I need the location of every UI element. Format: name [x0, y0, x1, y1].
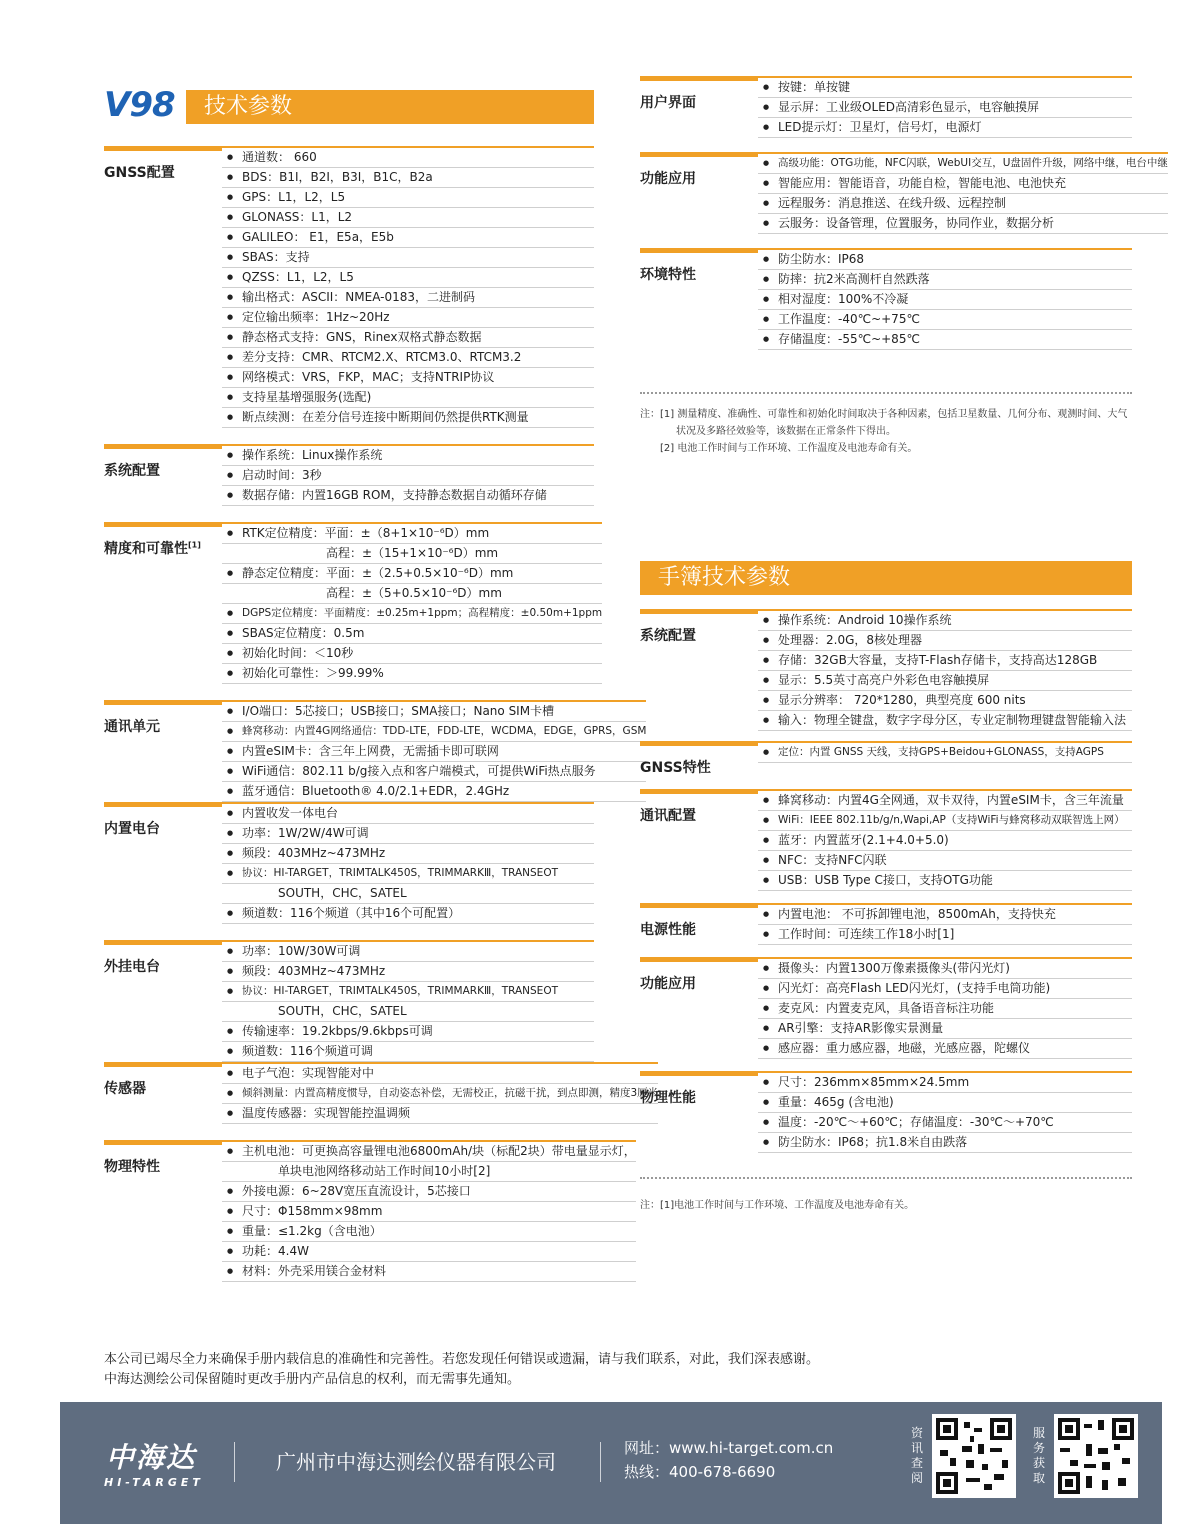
spec-item: ● 频段：403MHz~473MHz	[222, 962, 594, 982]
spec-item: ● USB：USB Type C接口，支持OTG功能	[758, 871, 1132, 891]
spec-item: ● 工作时间：可连续工作18小时[1]	[758, 925, 1132, 945]
spec-section	[104, 146, 594, 428]
spec-item: ● 显示：5.5英寸高亮户外彩色电容触摸屏	[758, 671, 1132, 691]
spec-item: ● 主机电池：可更换高容量锂电池6800mAh/块（标配2块）带电量显示灯，	[222, 1142, 636, 1162]
section-label-text: 功能应用	[640, 171, 696, 187]
section-label-text: 外挂电台	[104, 959, 160, 975]
section-label	[104, 1062, 222, 1124]
qr1-label: 资讯查阅	[910, 1426, 923, 1485]
spec-section	[104, 700, 647, 802]
note-line-3: [2] 电池工作时间与工作环境、工作温度及电池寿命有关。	[660, 443, 918, 454]
spec-item: ● WiFi：IEEE 802.11b/g/n,Wapi,AP（支持WiFi与蜂窝移动双联智选上网）	[758, 811, 1132, 831]
spec-section	[104, 444, 594, 506]
spec-item: ● 显示屏：工业级OLED高清彩色显示，电容触摸屏	[758, 98, 1132, 118]
spec-item: ● 麦克风：内置麦克风，具备语音标注功能	[758, 999, 1132, 1019]
right-spec-sections	[640, 76, 1168, 350]
spec-item: ● 防尘防水：IP68	[758, 250, 1132, 270]
spec-item: ● 功耗：4.4W	[222, 1242, 636, 1262]
spec-section	[104, 1062, 659, 1124]
spec-items	[758, 76, 1132, 138]
section-label	[640, 957, 758, 1059]
spec-item: ● 相对湿度：100%不冷凝	[758, 290, 1132, 310]
qr-code-icon[interactable]	[932, 1414, 1016, 1498]
spec-item: ● AR引擎：支持AR影像实景测量	[758, 1019, 1132, 1039]
logo-en: HI-TARGET	[104, 1476, 204, 1489]
spec-item: ● 初始化可靠性：＞99.99%	[222, 664, 602, 684]
section-label-text: 系统配置	[104, 463, 160, 479]
spec-item: ● 闪光灯：高亮Flash LED闪光灯，(支持手电筒功能)	[758, 979, 1132, 999]
spec-items	[222, 1140, 636, 1282]
spec-items	[222, 700, 646, 802]
spec-item: ● 支持星基增强服务(选配)	[222, 388, 594, 408]
spec-item: ● 协议：HI-TARGET，TRIMTALK450S，TRIMMARKⅢ，TRANSEOT	[222, 864, 594, 884]
spec-item: ● 静态格式支持：GNS，Rinex双格式静态数据	[222, 328, 594, 348]
spec-item: ● 智能应用：智能语音，功能自检，智能电池、电池快充	[758, 174, 1168, 194]
disclaimer-line-2: 中海达测绘公司保留随时更改手册内产品信息的权利，而无需事先通知。	[104, 1372, 521, 1387]
spec-item: ● GPS：L1，L2，L5	[222, 188, 594, 208]
section-label-text: 通讯单元	[104, 719, 160, 735]
section-label-text: GNSS配置	[104, 165, 175, 181]
spec-item: ● 温度：-20℃～+60℃；存储温度：-30℃～+70℃	[758, 1113, 1132, 1133]
spec-item: ● 温度传感器：实现智能控温调频	[222, 1104, 658, 1124]
spec-item: ● 内置收发一体电台	[222, 804, 594, 824]
handbook-title: 手簿技术参数	[640, 561, 1132, 595]
spec-item: 高程：±（5+0.5×10⁻⁶D）mm	[222, 584, 602, 604]
spec-item: ● 防摔：抗2米高测杆自然跌落	[758, 270, 1132, 290]
section-label-text: 精度和可靠性	[104, 541, 188, 557]
section-label	[104, 802, 222, 924]
spec-item: ● 初始化时间：＜10秒	[222, 644, 602, 664]
section-label-text: 物理性能	[640, 1090, 696, 1106]
disclaimer	[104, 1350, 1104, 1390]
spec-item: ● 云服务：设备管理，位置服务，协同作业，数据分析	[758, 214, 1168, 234]
right-column	[640, 80, 1168, 1214]
spec-item: ● QZSS：L1，L2，L5	[222, 268, 594, 288]
spec-item: ● 定位：内置 GNSS 天线，支持GPS+Beidou+GLONASS，支持AGPS	[758, 743, 1132, 763]
spec-section	[104, 802, 594, 924]
disclaimer-line-1: 本公司已竭尽全力来确保手册内载信息的准确性和完善性。若您发现任何错误或遗漏，请与我们联系，对此，我们深表感谢。	[104, 1352, 820, 1367]
spec-item: ● 频道数：116个频道（其中16个可配置）	[222, 904, 594, 924]
logo-cn: 中海达	[106, 1441, 197, 1474]
spec-items	[222, 802, 594, 924]
spec-item: ● 感应器：重力感应器，地磁，光感应器，陀螺仪	[758, 1039, 1132, 1059]
spec-item: ● GLONASS：L1，L2	[222, 208, 594, 228]
spec-items	[758, 903, 1132, 945]
spec-items	[222, 940, 594, 1062]
spec-item: ● 外接电源：6~28V宽压直流设计，5芯接口	[222, 1182, 636, 1202]
spec-item: ● WiFi通信：802.11 b/g接入点和客户端模式，可提供WiFi热点服务	[222, 762, 646, 782]
left-column	[104, 85, 659, 1282]
spec-item: SOUTH，CHC，SATEL	[222, 1002, 594, 1022]
section-label	[640, 76, 758, 138]
spec-item: ● 操作系统：Android 10操作系统	[758, 611, 1132, 631]
spec-items	[222, 1062, 658, 1124]
spec-section	[640, 1071, 1132, 1153]
spec-items	[758, 957, 1132, 1059]
spec-item: ● BDS：B1I，B2I，B3I，B1C，B2a	[222, 168, 594, 188]
spec-items	[758, 152, 1168, 234]
spec-item: ● 蓝牙：内置蓝牙(2.1+4.0+5.0)	[758, 831, 1132, 851]
model-name: V98	[104, 85, 175, 125]
handbook-note: 注：[1]电池工作时间与工作环境、工作温度及电池寿命有关。	[640, 1200, 915, 1211]
spec-item: ● 重量：465g (含电池)	[758, 1093, 1132, 1113]
spec-section	[640, 152, 1168, 234]
spec-item: ● 倾斜测量：内置高精度惯导，自动姿态补偿，无需校正，抗磁干扰，到点即测，精度3厘米	[222, 1084, 658, 1104]
spec-item: ● I/O端口：5芯接口；USB接口；SMA接口；Nano SIM卡槽	[222, 702, 646, 722]
section-label	[104, 1140, 222, 1282]
handbook-spec-sections	[640, 609, 1132, 1153]
section-label-text: 传感器	[104, 1081, 146, 1097]
footnote-ref: [1]	[188, 540, 201, 550]
qr-code-icon[interactable]	[1054, 1414, 1138, 1498]
spec-section	[640, 741, 1132, 777]
spec-item: ● 材料：外壳采用镁合金材料	[222, 1262, 636, 1282]
spec-item: ● 尺寸：236mm×85mm×24.5mm	[758, 1073, 1132, 1093]
spec-section	[640, 609, 1132, 731]
spec-items	[758, 1071, 1132, 1153]
spec-item: ● 启动时间：3秒	[222, 466, 594, 486]
section-label-text: 通讯配置	[640, 808, 696, 824]
note-line-1: 注：[1] 测量精度、准确性、可靠性和初始化时间取决于各种因素，包括卫星数量、几何分布、观测时间、大气	[640, 409, 1128, 420]
section-label-text: 环境特性	[640, 267, 696, 283]
note-line-2: 状况及多路径效验等，该数据在正常条件下得出。	[676, 426, 896, 437]
spec-item: ● 操作系统：Linux操作系统	[222, 446, 594, 466]
spec-items	[222, 522, 602, 684]
page-title: 技术参数	[186, 90, 594, 124]
section-label	[640, 152, 758, 234]
spec-section	[104, 522, 603, 684]
spec-item: 单块电池网络移动站工作时间10小时[2]	[222, 1162, 636, 1182]
spec-item: ● SBAS：支持	[222, 248, 594, 268]
footer	[60, 1402, 1162, 1524]
spec-section	[640, 957, 1132, 1059]
left-spec-sections	[104, 146, 659, 1282]
spec-item: ● 防尘防水：IP68；抗1.8米自由跌落	[758, 1133, 1132, 1153]
section-label	[104, 522, 222, 684]
section-label	[104, 444, 222, 506]
section-label-text: 用户界面	[640, 95, 696, 111]
section-label-text: 物理特性	[104, 1159, 160, 1175]
spec-items	[222, 146, 594, 428]
spec-items	[758, 741, 1132, 777]
spec-item: ● 电子气泡：实现智能对中	[222, 1064, 658, 1084]
spec-section	[640, 248, 1132, 350]
section-label	[640, 789, 758, 891]
spec-item: ● 数据存储：内置16GB ROM，支持静态数据自动循环存储	[222, 486, 594, 506]
spec-section	[640, 76, 1132, 138]
spec-item: ● 按键：单按键	[758, 78, 1132, 98]
spec-item: ● RTK定位精度：平面：±（8+1×10⁻⁶D）mm	[222, 524, 602, 544]
qr2-label: 服务获取	[1032, 1426, 1045, 1485]
spec-item: ● 远程服务：消息推送、在线升级、远程控制	[758, 194, 1168, 214]
spec-item: ● GALILEO： E1，E5a，E5b	[222, 228, 594, 248]
spec-item: ● 静态定位精度：平面：±（2.5+0.5×10⁻⁶D）mm	[222, 564, 602, 584]
spec-item: ● 传输速率：19.2kbps/9.6kbps可调	[222, 1022, 594, 1042]
section-label-text: 内置电台	[104, 821, 160, 837]
spec-section	[104, 940, 594, 1062]
section-label	[104, 146, 222, 428]
section-label	[104, 700, 222, 802]
website-link[interactable]: 网址：www.hi-target.com.cn	[624, 1439, 834, 1457]
spec-items	[758, 609, 1132, 731]
spec-item: SOUTH，CHC，SATEL	[222, 884, 594, 904]
spec-item: ● 频道数：116个频道可调	[222, 1042, 594, 1062]
section-label-text: 电源性能	[640, 922, 696, 938]
spec-item: ● 蜂窝移动：内置4G网络通信：TDD-LTE，FDD-LTE，WCDMA，EDGE，GPRS，GSM	[222, 722, 646, 742]
spec-item: ● 定位输出频率：1Hz~20Hz	[222, 308, 594, 328]
section-label	[640, 609, 758, 731]
spec-item: ● 输出格式：ASCII：NMEA-0183，二进制码	[222, 288, 594, 308]
spec-item: ● 输入：物理全键盘，数字字母分区，专业定制物理键盘智能输入法	[758, 711, 1132, 731]
spec-item: ● 功率：1W/2W/4W可调	[222, 824, 594, 844]
spec-item: ● 协议：HI-TARGET，TRIMTALK450S，TRIMMARKⅢ，TRANSEOT	[222, 982, 594, 1002]
spec-item: ● 摄像头：内置1300万像素摄像头(带闪光灯)	[758, 959, 1132, 979]
section-label-text: GNSS特性	[640, 760, 711, 776]
v98-title-bar	[104, 86, 594, 124]
spec-items	[758, 789, 1132, 891]
spec-item: ● 尺寸：Φ158mm×98mm	[222, 1202, 636, 1222]
section-label	[640, 903, 758, 945]
section-label	[640, 1071, 758, 1153]
spec-item: ● 频段：403MHz~473MHz	[222, 844, 594, 864]
spec-item: 高程：±（15+1×10⁻⁶D）mm	[222, 544, 602, 564]
spec-item: ● 处理器：2.0G，8核处理器	[758, 631, 1132, 651]
spec-item: ● 工作温度：-40℃~+75℃	[758, 310, 1132, 330]
footer-divider	[600, 1442, 601, 1482]
spec-item: ● LED提示灯：卫星灯，信号灯，电源灯	[758, 118, 1132, 138]
spec-items	[758, 248, 1132, 350]
spec-item: ● 存储：32GB大容量，支持T-Flash存储卡，支持高达128GB	[758, 651, 1132, 671]
spec-item: ● 差分支持：CMR、RTCM2.X、RTCM3.0、RTCM3.2	[222, 348, 594, 368]
section-label-text: 功能应用	[640, 976, 696, 992]
spec-item: ● 高级功能：OTG功能，NFC闪联，WebUI交互，U盘固件升级，网络中继，电台中继	[758, 154, 1168, 174]
spec-section	[640, 903, 1132, 945]
spec-item: ● 网络模式：VRS，FKP，MAC；支持NTRIP协议	[222, 368, 594, 388]
spec-item: ● 蜂窝移动：内置4G全网通，双卡双待，内置eSIM卡，含三年流量	[758, 791, 1132, 811]
spec-item: ● SBAS定位精度：0.5m	[222, 624, 602, 644]
spec-item: ● NFC：支持NFC闪联	[758, 851, 1132, 871]
section-label	[104, 940, 222, 1062]
spec-item: ● 通道数： 660	[222, 148, 594, 168]
spec-item: ● 存储温度：-55℃~+85℃	[758, 330, 1132, 350]
spec-item: ● DGPS定位精度：平面精度：±0.25m+1ppm；高程精度：±0.50m+1ppm	[222, 604, 602, 624]
spec-items	[222, 444, 594, 506]
company-name: 广州市中海达测绘仪器有限公司	[276, 1450, 556, 1474]
spec-section	[104, 1140, 636, 1282]
spec-item: ● 内置eSIM卡：含三年上网费，无需插卡即可联网	[222, 742, 646, 762]
spec-item: ● 内置电池： 不可拆卸锂电池，8500mAh，支持快充	[758, 905, 1132, 925]
section-label	[640, 741, 758, 777]
spec-section	[640, 789, 1132, 891]
spec-item: ● 功率：10W/30W可调	[222, 942, 594, 962]
section-label	[640, 248, 758, 350]
section-label-text: 系统配置	[640, 628, 696, 644]
spec-item: ● 蓝牙通信：Bluetooth® 4.0/2.1+EDR，2.4GHz	[222, 782, 646, 802]
spec-item: ● 显示分辨率： 720*1280，典型亮度 600 nits	[758, 691, 1132, 711]
spec-item: ● 断点续测：在差分信号连接中断期间仍然提供RTK测量	[222, 408, 594, 428]
footer-divider	[234, 1442, 235, 1482]
contact-info	[624, 1436, 833, 1484]
hotline: 热线：400-678-6690	[624, 1463, 776, 1481]
spec-item: ● 重量：≤1.2kg（含电池）	[222, 1222, 636, 1242]
